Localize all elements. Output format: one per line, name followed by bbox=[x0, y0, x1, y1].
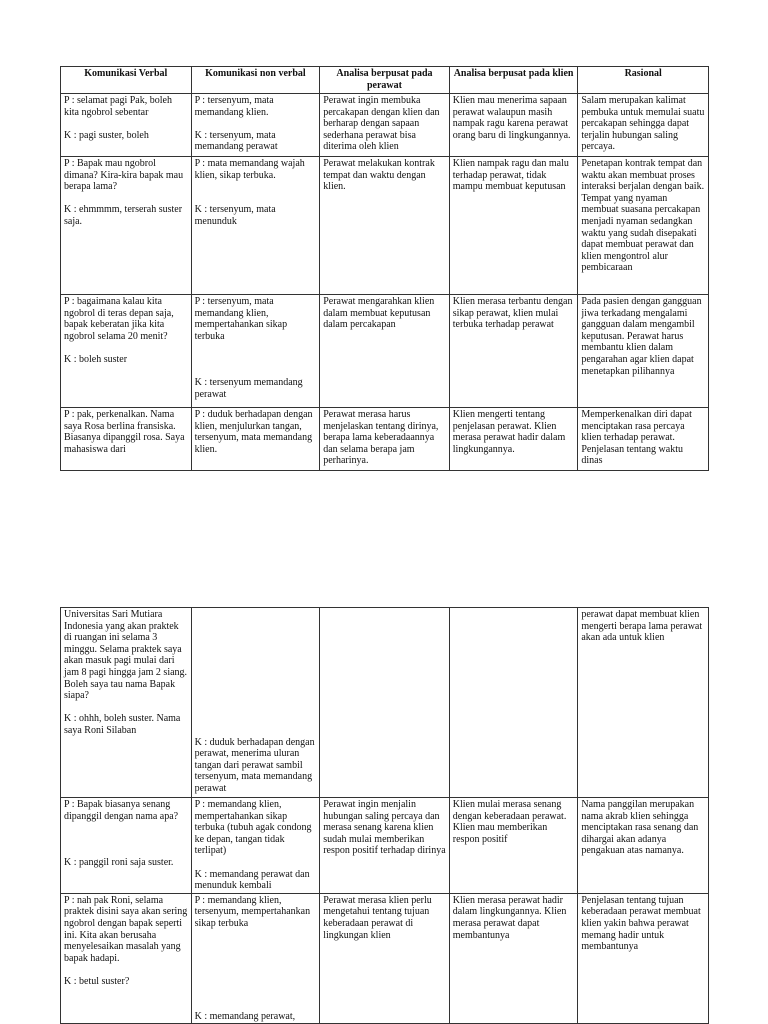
cell-verbal: P : Bapak mau ngobrol dimana? Kira-kira bapak mau berapa lama? K : ehmmmm, terserah suster saja. bbox=[61, 157, 192, 295]
cell-analisa-klien: Klien merasa perawat hadir dalam lingkungannya. Klien merasa perawat dapat membantunya bbox=[449, 893, 578, 1024]
header-rasional: Rasional bbox=[578, 67, 709, 94]
table-row bbox=[61, 157, 709, 295]
cell-non-verbal: P : tersenyum, mata memandang klien, mempertahankan sikap terbuka K : tersenyum memandang perawat bbox=[191, 295, 320, 408]
cell-rasional: Penjelasan tentang tujuan keberadaan perawat membuat klien yakin bahwa perawat memang hadir untuk membantunya bbox=[578, 893, 709, 1024]
cell-analisa-klien bbox=[449, 608, 578, 798]
cell-verbal: Universitas Sari Mutiara Indonesia yang akan praktek di ruangan ini selama 3 minggu. Selama praktek saya akan masuk pagi mulai dari jam 8 pagi hingga jam 2 siang. Boleh saya tau nama Bapak siapa? K : ohhh, boleh suster. Nama saya Roni Silaban bbox=[61, 608, 192, 798]
communication-table-page-1 bbox=[60, 66, 709, 471]
cell-non-verbal: K : duduk berhadapan dengan perawat, menerima uluran tangan dari perawat sambil tersenyum, mata memandang perawat bbox=[191, 608, 320, 798]
cell-non-verbal: P : memandang klien, mempertahankan sikap terbuka (tubuh agak condong ke depan, tangan tidak terlipat) K : memandang perawat dan menunduk kembali bbox=[191, 798, 320, 894]
header-analisa-klien: Analisa berpusat pada klien bbox=[449, 67, 578, 94]
cell-non-verbal: P : duduk berhadapan dengan klien, menjulurkan tangan, tersenyum, mata memandang klien. bbox=[191, 408, 320, 471]
cell-non-verbal: P : memandang klien, tersenyum, mempertahankan sikap terbuka K : memandang perawat, bbox=[191, 893, 320, 1024]
cell-analisa-klien: Klien mau menerima sapaan perawat walaupun masih nampak ragu karena perawat orang baru di lingkungannya. bbox=[449, 94, 578, 157]
cell-analisa-perawat bbox=[320, 608, 450, 798]
cell-analisa-perawat: Perawat ingin menjalin hubungan saling percaya dan merasa senang karena klien sudah mulai memberikan respon positif terhadap dirinya bbox=[320, 798, 450, 894]
cell-analisa-klien: Klien merasa terbantu dengan sikap perawat, klien mulai terbuka terhadap perawat bbox=[449, 295, 578, 408]
header-komunikasi-non-verbal: Komunikasi non verbal bbox=[191, 67, 320, 94]
cell-rasional: perawat dapat membuat klien mengerti berapa lama perawat akan ada untuk klien bbox=[578, 608, 709, 798]
cell-non-verbal: P : mata memandang wajah klien, sikap terbuka. K : tersenyum, mata menunduk bbox=[191, 157, 320, 295]
cell-analisa-klien: Klien nampak ragu dan malu terhadap perawat, tidak mampu membuat keputusan bbox=[449, 157, 578, 295]
cell-analisa-klien: Klien mengerti tentang penjelasan perawat. Klien merasa perawat hadir dalam lingkungannya. bbox=[449, 408, 578, 471]
cell-rasional: Salam merupakan kalimat pembuka untuk memulai suatu percakapan sehingga dapat terjalin hubungan saling percaya. bbox=[578, 94, 709, 157]
cell-analisa-klien: Klien mulai merasa senang dengan keberadaan perawat. Klien mau memberikan respon positif bbox=[449, 798, 578, 894]
cell-verbal: P : nah pak Roni, selama praktek disini saya akan sering ngobrol dengan bapak seperti ini. Kita akan berusaha menyelesaikan masalah yang bapak hadapi. K : betul suster? bbox=[61, 893, 192, 1024]
cell-analisa-perawat: Perawat ingin membuka percakapan dengan klien dan berharap dengan sapaan sederhana perawat bisa diterima oleh klien bbox=[320, 94, 450, 157]
cell-verbal: P : bagaimana kalau kita ngobrol di teras depan saja, bapak keberatan jika kita ngobrol selama 20 menit? K : boleh suster bbox=[61, 295, 192, 408]
cell-verbal: P : Bapak biasanya senang dipanggil dengan nama apa? K : panggil roni saja suster. bbox=[61, 798, 192, 894]
table-row bbox=[61, 608, 709, 798]
table-row bbox=[61, 798, 709, 894]
cell-rasional: Penetapan kontrak tempat dan waktu akan membuat proses interaksi berjalan dengan baik. Tempat yang nyaman membuat suasana percakapan menjadi nyaman sedangkan waktu yang sudah disepakati dapat membuat perawat dan klien mengontrol alur pembicaraan bbox=[578, 157, 709, 295]
table-row bbox=[61, 295, 709, 408]
cell-non-verbal: P : tersenyum, mata memandang klien. K : tersenyum, mata memandang perawat bbox=[191, 94, 320, 157]
cell-verbal: P : selamat pagi Pak, boleh kita ngobrol sebentar K : pagi suster, boleh bbox=[61, 94, 192, 157]
cell-rasional: Memperkenalkan diri dapat menciptakan rasa percaya klien terhadap perawat. Penjelasan tentang waktu dinas bbox=[578, 408, 709, 471]
communication-table-page-2 bbox=[60, 607, 709, 1024]
cell-analisa-perawat: Perawat merasa harus menjelaskan tentang dirinya, berapa lama keberadaannya dan selama berapa jam perharinya. bbox=[320, 408, 450, 471]
cell-analisa-perawat: Perawat mengarahkan klien dalam membuat keputusan dalam percakapan bbox=[320, 295, 450, 408]
table-header-row bbox=[61, 67, 709, 94]
header-analisa-perawat: Analisa berpusat pada perawat bbox=[320, 67, 450, 94]
table-row bbox=[61, 408, 709, 471]
table-row bbox=[61, 893, 709, 1024]
cell-analisa-perawat: Perawat merasa klien perlu mengetahui tentang tujuan keberadaan perawat di lingkungan klien bbox=[320, 893, 450, 1024]
cell-rasional: Nama panggilan merupakan nama akrab klien sehingga menciptakan rasa senang dan dihargai akan adanya pengakuan atas namanya. bbox=[578, 798, 709, 894]
cell-verbal: P : pak, perkenalkan. Nama saya Rosa berlina fransiska. Biasanya dipanggil rosa. Saya mahasiswa dari bbox=[61, 408, 192, 471]
cell-analisa-perawat: Perawat melakukan kontrak tempat dan waktu dengan klien. bbox=[320, 157, 450, 295]
cell-rasional: Pada pasien dengan gangguan jiwa terkadang mengalami gangguan dalam mengambil keputusan. Perawat harus membantu klien dalam pengarahan agar klien dapat menetapkan pilihannya bbox=[578, 295, 709, 408]
table-row bbox=[61, 94, 709, 157]
header-komunikasi-verbal: Komunikasi Verbal bbox=[61, 67, 192, 94]
